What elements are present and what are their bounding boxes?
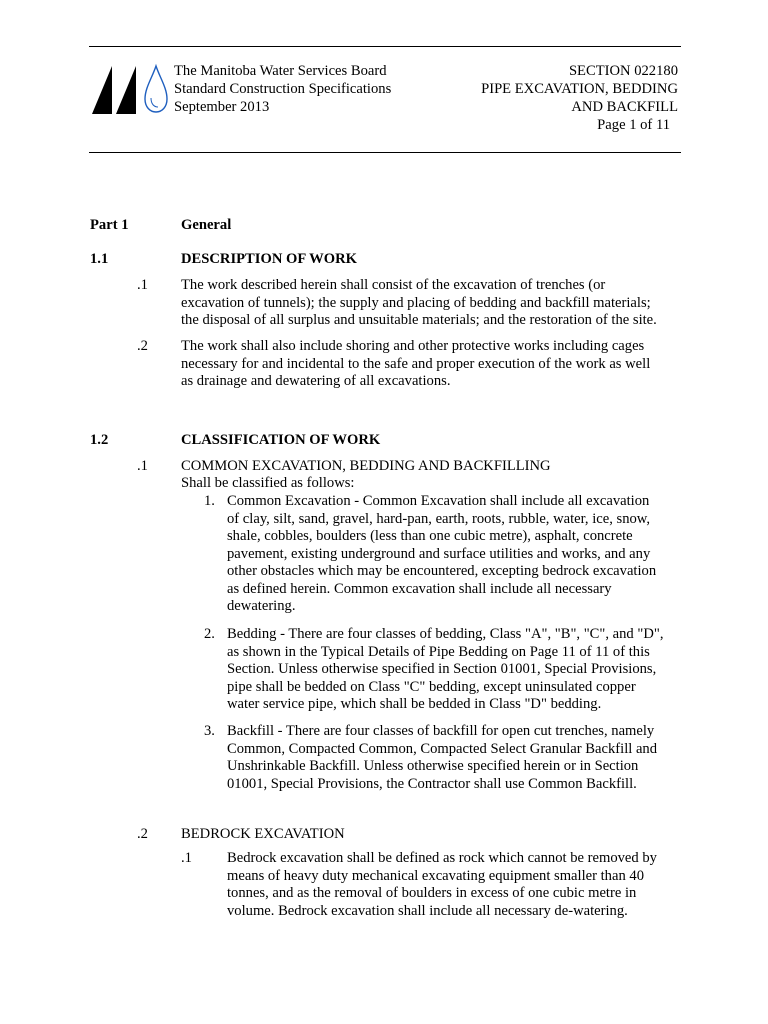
list-item-common-excavation bbox=[227, 493, 682, 616]
text-line: Common, Compacted Common, Compacted Select Granular Backfill and bbox=[227, 740, 658, 757]
text-line: volume. Bedrock excavation shall include all necessary de-watering. bbox=[227, 902, 628, 919]
subsection-heading-common-excavation: COMMON EXCAVATION, BEDDING AND BACKFILLING bbox=[181, 458, 551, 474]
text-line: The work shall also include shoring and other protective works including cages bbox=[181, 338, 645, 354]
subsection-heading-bedrock-excavation: BEDROCK EXCAVATION bbox=[181, 826, 345, 842]
classification-intro: Shall be classified as follows: bbox=[181, 475, 355, 491]
header-page-number: Page 1 of 11 bbox=[597, 117, 670, 133]
text-line: means of heavy duty mechanical excavating equipment smaller than 40 bbox=[227, 867, 644, 884]
header-spec: Standard Construction Specifications bbox=[174, 81, 392, 97]
list-item-bedding bbox=[227, 626, 682, 714]
item-number: .2 bbox=[137, 338, 148, 354]
text-line: Common Excavation - Common Excavation shall include all excavation bbox=[227, 493, 650, 509]
list-item-backfill bbox=[227, 723, 682, 793]
sub-item-number: .1 bbox=[181, 850, 192, 866]
header-title-line1: PIPE EXCAVATION, BEDDING bbox=[481, 81, 678, 97]
text-line: the disposal of all surplus and unsuitable materials; and the restoration of the site. bbox=[181, 312, 657, 328]
text-line: Unshrinkable Backfill. Unless otherwise specified herein or in Section bbox=[227, 758, 639, 774]
text-line: as shown in the Typical Details of Pipe Bedding on Page 11 of 11 of this bbox=[227, 643, 650, 660]
list-number: 3. bbox=[204, 723, 215, 739]
item-number: .1 bbox=[137, 277, 148, 293]
logo-peak-right bbox=[116, 66, 136, 114]
list-number: 2. bbox=[204, 626, 215, 642]
text-line: as defined herein. Common excavation shall include all necessary bbox=[227, 580, 612, 597]
description-paragraph-2 bbox=[181, 338, 691, 391]
text-line: 01001, Special Provisions, the Contractor shall use Common Backfill. bbox=[227, 775, 637, 792]
part-number: Part 1 bbox=[90, 217, 129, 233]
section-title-1-2: CLASSIFICATION OF WORK bbox=[181, 432, 381, 448]
header-title-line2: AND BACKFILL bbox=[571, 99, 678, 115]
text-line: Backfill - There are four classes of backfill for open cut trenches, namely bbox=[227, 723, 655, 739]
water-drop-icon bbox=[145, 66, 167, 112]
water-drop-highlight bbox=[151, 98, 158, 107]
text-line: shale, cobbles, boulders (less than one cubic metre), asphalt, concrete bbox=[227, 528, 633, 544]
text-line: of clay, silt, sand, gravel, hard-pan, earth, roots, rubble, water, ice, snow, bbox=[227, 510, 651, 527]
section-number-1-2: 1.2 bbox=[90, 432, 109, 448]
mwsb-logo bbox=[90, 62, 172, 118]
text-line: The work described herein shall consist of the excavation of trenches (or bbox=[181, 277, 606, 293]
list-number: 1. bbox=[204, 493, 215, 509]
bedrock-definition-paragraph bbox=[227, 850, 682, 920]
item-number: .1 bbox=[137, 458, 148, 474]
header-date: September 2013 bbox=[174, 99, 270, 115]
text-line: water service pipe, which shall be bedded in Class "D" bedding. bbox=[227, 696, 602, 712]
section-number-1-1: 1.1 bbox=[90, 251, 109, 267]
text-line: Bedding - There are four classes of bedding, Class "A", "B", "C", and "D", bbox=[227, 626, 664, 642]
text-line: other obstacles which may be encountered, excepting bedrock excavation bbox=[227, 563, 657, 579]
logo-peak-left bbox=[92, 66, 112, 114]
description-paragraph-1 bbox=[181, 277, 691, 330]
item-number: .2 bbox=[137, 826, 148, 842]
header-org: The Manitoba Water Services Board bbox=[174, 63, 387, 79]
text-line: excavation of tunnels); the supply and placing of bedding and backfill materials; bbox=[181, 294, 651, 311]
header-bottom-rule bbox=[89, 152, 681, 153]
text-line: pavement, existing underground and surface utilities and works, and any bbox=[227, 545, 651, 562]
text-line: dewatering. bbox=[227, 598, 296, 614]
text-line: pipe shall be bedded on Class "C" bedding, except uninsulated copper bbox=[227, 678, 636, 695]
header-section: SECTION 022180 bbox=[568, 63, 678, 79]
text-line: as drainage and dewatering of all excavations. bbox=[181, 373, 451, 389]
text-line: Section. Unless otherwise specified in Section 01001, Special Provisions, bbox=[227, 661, 657, 677]
text-line: tonnes, and as the removal of boulders in excess of one cubic metre in bbox=[227, 885, 637, 901]
text-line: necessary for and incidental to the safe and proper execution of the work as well bbox=[181, 355, 651, 372]
text-line: Bedrock excavation shall be defined as rock which cannot be removed by bbox=[227, 850, 657, 866]
part-title: General bbox=[181, 217, 232, 233]
header-top-rule bbox=[89, 46, 681, 47]
section-title-1-1: DESCRIPTION OF WORK bbox=[181, 251, 357, 267]
